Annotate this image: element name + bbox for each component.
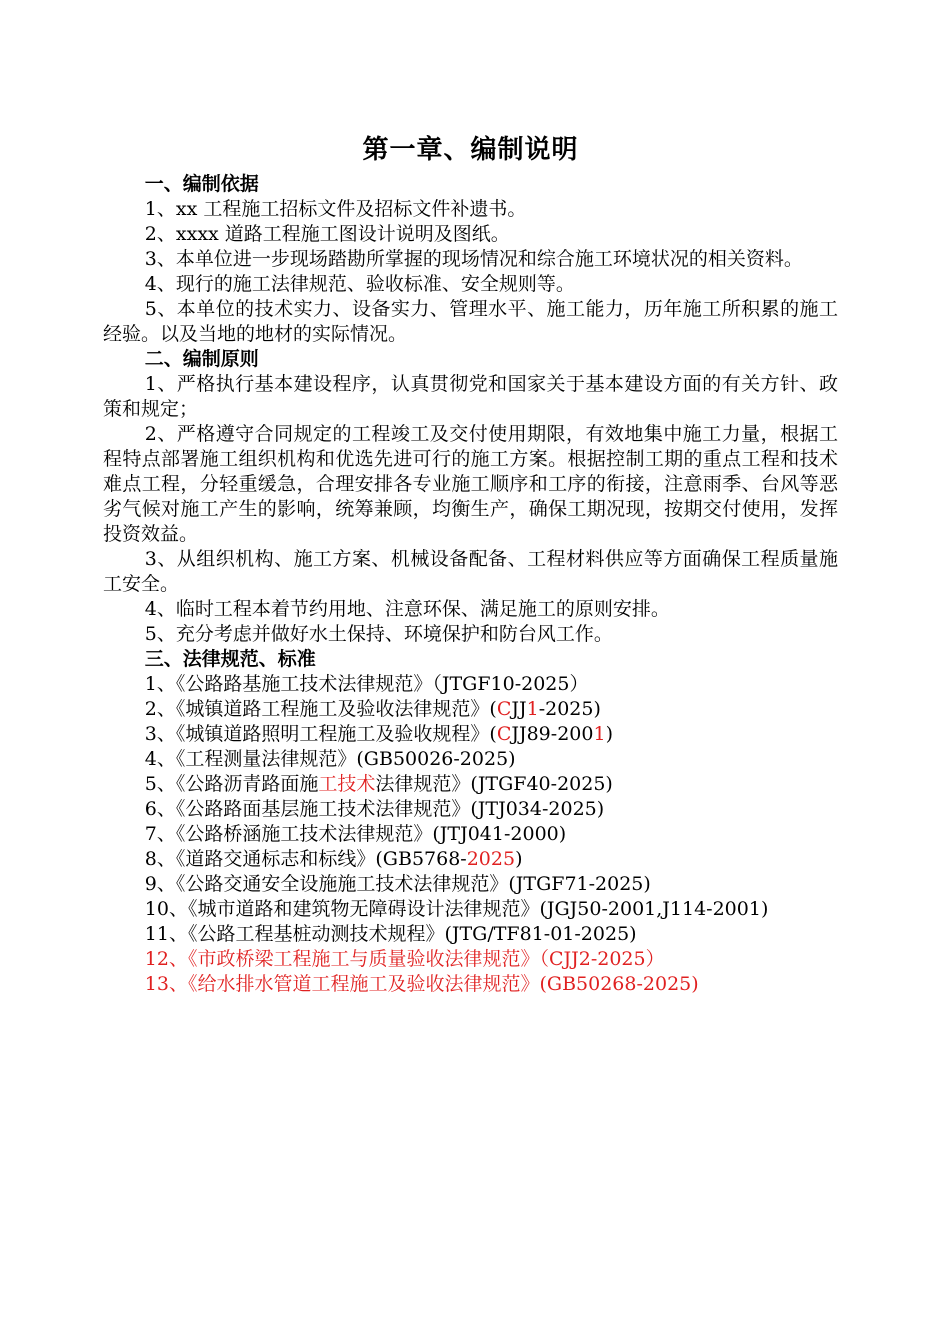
- body-paragraph: [103, 247, 838, 272]
- highlighted-text: C: [496, 698, 512, 720]
- text-segment: 1、《公路路基施工技术法律规范》（JTGF10-2025）: [144, 673, 589, 695]
- text-segment: 三、法律规范、标准: [144, 648, 316, 670]
- body-paragraph: [103, 272, 838, 297]
- text-segment: JJ: [511, 698, 527, 720]
- body-paragraph: [103, 372, 838, 422]
- body-paragraph: [103, 722, 838, 747]
- text-segment: 1、严格执行基本建设程序，认真贯彻党和国家关于基本建设方面的有关方针、政策和规定；: [103, 373, 838, 420]
- text-segment: 10、《城市道路和建筑物无障碍设计法律规范》(JGJ50-2001,J114-2001): [144, 898, 769, 920]
- text-segment: 2、xxxx 道路工程施工图设计说明及图纸。: [144, 223, 510, 245]
- body-paragraph: [103, 597, 838, 622]
- text-segment: 法律规范》(JTGF40-2025): [375, 773, 613, 795]
- highlighted-text: 工技术: [318, 773, 376, 795]
- text-segment: 5、充分考虑并做好水土保持、环境保护和防台风工作。: [144, 623, 613, 645]
- text-segment: 2、严格遵守合同规定的工程竣工及交付使用期限，有效地集中施工力量，根据工程特点部署施工组织机构和优选先进可行的施工方案。根据控制工期的重点工程和技术难点工程，分轻重缓急，合理安排各专业施工顺序和工序的衔接，注意雨季、台风等恶劣气候对施工产生的影响，统筹兼顾，均衡生产，确保工期况现，按期交付使用，发挥投资效益。: [103, 423, 838, 545]
- text-segment: 一、编制依据: [144, 173, 259, 195]
- body-paragraph: [103, 922, 838, 947]
- body-paragraph: [103, 947, 838, 972]
- section-heading: [103, 647, 838, 672]
- text-segment: 6、《公路路面基层施工技术法律规范》(JTJ034-2025): [144, 798, 605, 820]
- text-segment: 5、本单位的技术实力、设备实力、管理水平、施工能力，历年施工所积累的施工经验。以及当地的地材的实际情况。: [103, 298, 838, 345]
- text-segment: 4、临时工程本着节约用地、注意环保、满足施工的原则安排。: [144, 598, 670, 620]
- section-heading: [103, 172, 838, 197]
- text-segment: 4、现行的施工法律规范、验收标准、安全规则等。: [144, 273, 575, 295]
- text-segment: 7、《公路桥涵施工技术法律规范》(JTJ041-2000): [144, 823, 567, 845]
- body-paragraph: [103, 547, 838, 597]
- highlighted-text: 1: [526, 698, 539, 720]
- body-paragraph: [103, 847, 838, 872]
- body-paragraph: [103, 822, 838, 847]
- text-segment: 4、《工程测量法律规范》(GB50026-2025): [144, 748, 516, 770]
- highlighted-text: 2025: [466, 848, 516, 870]
- text-segment: -2025): [538, 698, 601, 720]
- body-paragraph: [103, 297, 838, 347]
- highlighted-text: 12、《市政桥梁工程施工与质量验收法律规范》（CJJ2-2025）: [144, 948, 665, 970]
- body-paragraph: [103, 872, 838, 897]
- text-segment: 二、编制原则: [144, 348, 259, 370]
- section-heading: [103, 347, 838, 372]
- paragraph-list: [103, 172, 838, 997]
- text-segment: 8、《道路交通标志和标线》(GB5768-: [144, 848, 467, 870]
- body-paragraph: [103, 972, 838, 997]
- body-paragraph: [103, 772, 838, 797]
- text-segment: 11、《公路工程基桩动测技术规程》(JTG/TF81-01-2025): [144, 923, 637, 945]
- body-paragraph: [103, 197, 838, 222]
- chapter-title: 第一章、编制说明: [362, 135, 579, 165]
- body-paragraph: [103, 897, 838, 922]
- body-paragraph: [103, 422, 838, 547]
- text-segment: JJ89-200: [511, 723, 594, 745]
- body-paragraph: [103, 747, 838, 772]
- text-segment: ): [605, 723, 613, 745]
- body-paragraph: [103, 797, 838, 822]
- text-segment: 9、《公路交通安全设施施工技术法律规范》(JTGF71-2025): [144, 873, 651, 895]
- highlighted-text: 13、《给水排水管道工程施工及验收法律规范》(GB50268-2025): [144, 973, 699, 995]
- text-segment: 5、《公路沥青路面施: [144, 773, 319, 795]
- document-body: [103, 132, 838, 997]
- body-paragraph: [103, 222, 838, 247]
- body-paragraph: [103, 697, 838, 722]
- text-segment: 3、《城镇道路照明工程施工及验收规程》(: [144, 723, 497, 745]
- text-segment: 1、xx 工程施工招标文件及招标文件补遗书。: [144, 198, 527, 220]
- text-segment: 3、本单位进一步现场踏勘所掌握的现场情况和综合施工环境状况的相关资料。: [144, 248, 803, 270]
- body-paragraph: [103, 672, 838, 697]
- text-segment: 3、从组织机构、施工方案、机械设备配备、工程材料供应等方面确保工程质量施工安全。: [103, 548, 838, 595]
- highlighted-text: C: [496, 723, 512, 745]
- text-segment: 2、《城镇道路工程施工及验收法律规范》(: [144, 698, 497, 720]
- highlighted-text: 1: [593, 723, 606, 745]
- text-segment: ): [515, 848, 523, 870]
- body-paragraph: [103, 622, 838, 647]
